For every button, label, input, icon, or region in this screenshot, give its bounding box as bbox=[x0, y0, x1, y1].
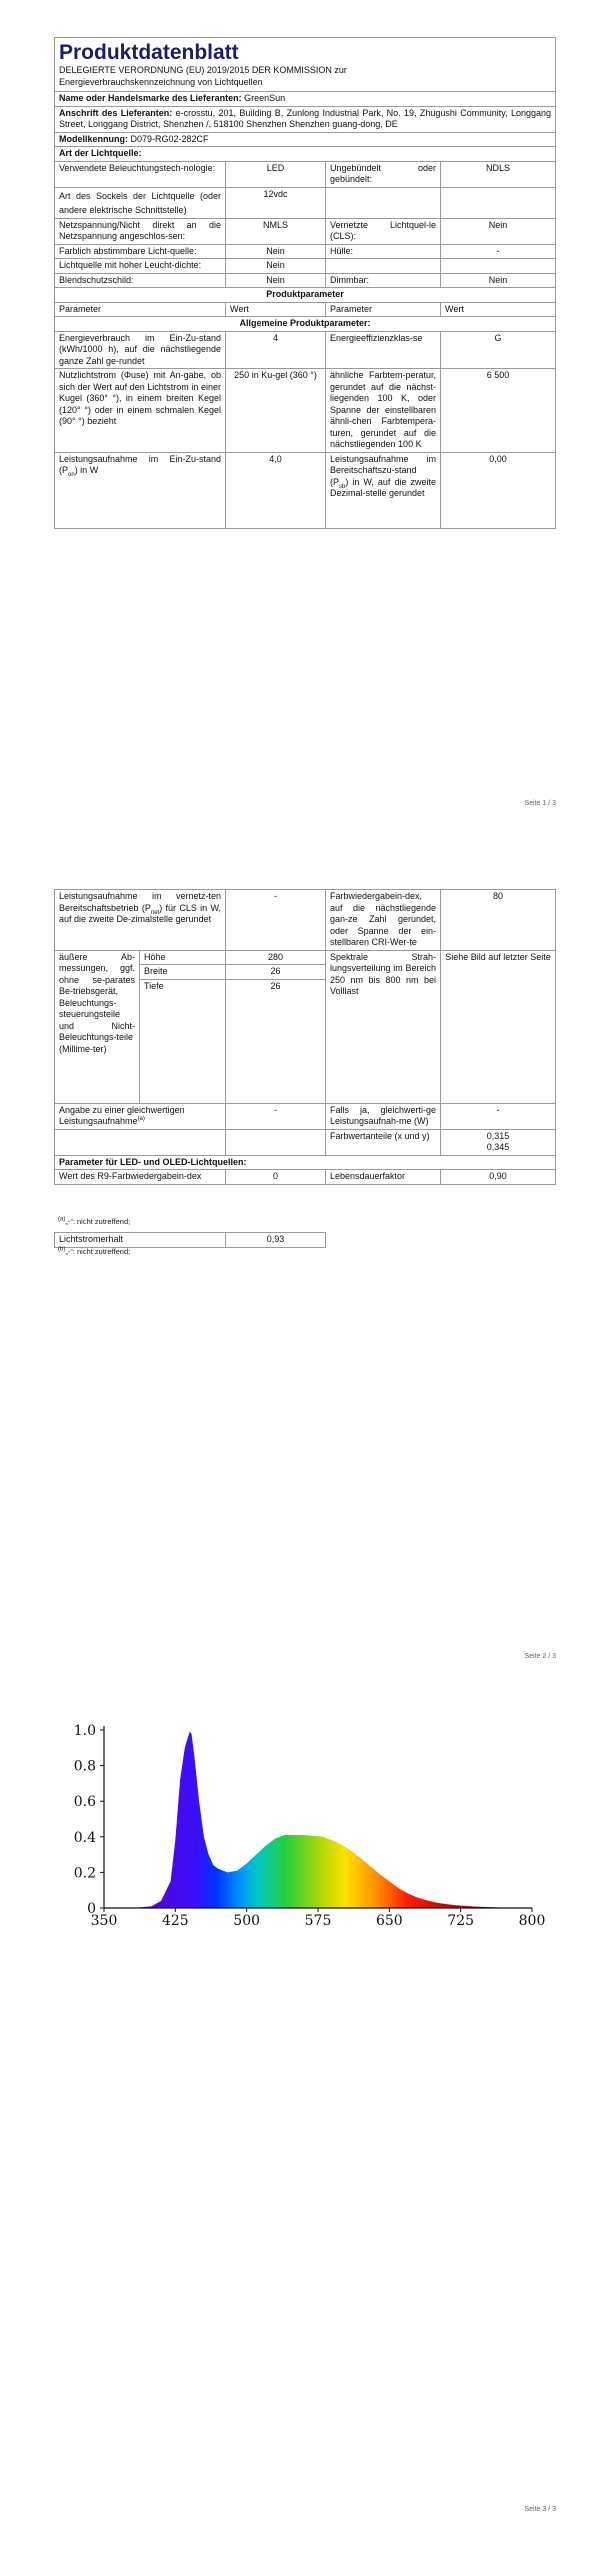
x-tick-label: 725 bbox=[447, 1913, 475, 1929]
empty-cell bbox=[326, 187, 441, 218]
supplier-address-label: Anschrift des Lieferanten: bbox=[59, 107, 173, 118]
dimmable-value: Nein bbox=[441, 273, 556, 288]
on-mode-power-subscript: on bbox=[68, 471, 75, 478]
lumen-maintenance-row bbox=[54, 1232, 325, 1248]
equivalent-watt-value: - bbox=[441, 1103, 556, 1129]
networked-standby-text: Leistungsaufnahme im vernetz-ten Bereitschaftsbetrieb (P bbox=[59, 891, 221, 913]
technology-label: Verwendete Beleuchtungstech-nologie: bbox=[55, 161, 226, 187]
title-block bbox=[55, 38, 556, 92]
cct-value: 6 500 bbox=[441, 369, 556, 453]
equivalent-power-footnote-mark: (a) bbox=[137, 1116, 145, 1122]
y-tick-label: 0.6 bbox=[73, 1794, 96, 1811]
table-row bbox=[55, 218, 556, 244]
envelope-label: Hülle: bbox=[326, 244, 441, 259]
lumen-maintenance-value: 0,93 bbox=[226, 1233, 326, 1248]
spectral-distribution-label: Spektrale Strah-lungsverteilung im Bereich 250 nm bis 800 nm bei Volllast bbox=[326, 950, 441, 1103]
page-number-2: Seite 2 / 3 bbox=[524, 1653, 556, 1660]
regulation-line-1: DELEGIERTE VERORDNUNG (EU) 2019/2015 DER KOMMISSION zur bbox=[59, 65, 347, 75]
table-row bbox=[55, 950, 556, 965]
regulation-line-2: Energieverbrauchskennzeichnung von Lichtquellen bbox=[59, 76, 263, 87]
empty-cell bbox=[55, 1218, 226, 1221]
y-tick-label: 0.8 bbox=[73, 1758, 96, 1775]
useful-flux-value: 250 in Ku-gel (360 °) bbox=[226, 369, 326, 453]
general-parameters-heading: Allgemeine Produktparameter: bbox=[55, 317, 556, 332]
cri-label: Farbwiedergabein-dex, auf die nächstliegende gan-ze Zahl gerundet, oder Spanne der ein-stellbaren CRI-Wer-te bbox=[326, 890, 441, 951]
standby-power-text: Leistungsaufnahme im Bereitschaftszu-stand (P bbox=[330, 453, 436, 487]
table-row bbox=[55, 259, 556, 274]
empty-cell bbox=[326, 259, 441, 274]
product-data-table-page-1 bbox=[54, 37, 556, 529]
cap-type-label: Art des Sockels der Lichtquelle (oder andere elektrische Schnittstelle) bbox=[55, 187, 226, 218]
width-label: Breite bbox=[140, 965, 226, 980]
chromaticity-y: 0,345 bbox=[486, 1142, 510, 1152]
x-tick-label: 425 bbox=[161, 1913, 189, 1929]
anti-glare-value: Nein bbox=[226, 273, 326, 288]
on-mode-power-text: Leistungsaufnahme im Ein-Zu-stand (P bbox=[59, 453, 221, 475]
x-tick-label: 800 bbox=[518, 1913, 546, 1929]
supplier-address-row bbox=[55, 106, 556, 132]
footnote-b-mark: (b) bbox=[58, 1246, 66, 1253]
equivalent-power-text: Angabe zu einer gleichwertigen Leistungsaufnahme bbox=[59, 1104, 185, 1126]
on-mode-power-unit: ) in W bbox=[74, 465, 99, 475]
table-row bbox=[55, 244, 556, 259]
survival-factor-value: 0,90 bbox=[441, 1170, 556, 1185]
tunable-label: Farblich abstimmbare Licht-quelle: bbox=[55, 244, 226, 259]
depth-value: 26 bbox=[226, 979, 326, 1103]
equivalent-power-value: - bbox=[226, 1103, 326, 1129]
chromaticity-x: 0,315 bbox=[486, 1130, 510, 1141]
lumen-maintenance-label: Lichtstromerhalt bbox=[55, 1233, 226, 1248]
high-luminance-value: Nein bbox=[226, 259, 326, 274]
height-label: Höhe bbox=[140, 950, 226, 965]
page-title: Produktdatenblatt bbox=[59, 41, 239, 64]
mains-label: Netzspannung/Nicht direkt an die Netzspannung angeschlos-sen: bbox=[55, 218, 226, 244]
networked-standby-label bbox=[55, 890, 226, 951]
col-header-value: Wert bbox=[441, 302, 556, 317]
networked-standby-subscript: net bbox=[150, 909, 160, 916]
energy-consumption-label: Energieverbrauch im Ein-Zu-stand (kWh/1000 h), auf die nächstliegende ganze Zahl ge-rundet bbox=[55, 331, 226, 369]
dimensions-label: äußere Ab-messungen, ggf. ohne se-parates Be-triebsgerät, Beleuchtungs-steuerungsteile und Nicht-Beleuchtungs-teile (Millime-ter) bbox=[55, 950, 140, 1103]
supplier-address-value: e-crosstu, 201, Building B, Zunlong Industrial Park, No. 19, Zhugushi Community, Longgang Street, Longgang District, Shenzhen /, 518100 Shenzhen Shenzhen guang-dong, DE bbox=[59, 107, 552, 129]
high-luminance-label: Lichtquelle mit hoher Leucht-dichte: bbox=[55, 259, 226, 274]
product-parameters-heading: Produktparameter bbox=[55, 288, 556, 303]
page-2 bbox=[0, 830, 603, 1660]
r9-value: 0 bbox=[226, 1170, 326, 1185]
col-header-parameter: Parameter bbox=[326, 302, 441, 317]
equivalent-watt-label: Falls ja, gleichwerti-ge Leistungsaufnah-me (W) bbox=[326, 1103, 441, 1129]
standby-power-subscript: sb bbox=[339, 483, 346, 490]
chromaticity-label: Farbwertanteile (x und y) bbox=[326, 1129, 441, 1155]
tunable-value: Nein bbox=[226, 244, 326, 259]
model-label: Modellkennung: bbox=[59, 133, 128, 144]
standby-power-value: 0,00 bbox=[441, 452, 556, 528]
product-data-table-page-2 bbox=[54, 889, 556, 1185]
table-row bbox=[55, 187, 556, 218]
on-mode-power-label bbox=[55, 452, 226, 528]
table-row bbox=[55, 452, 556, 528]
standby-power-unit: ) in W, auf die zweite Dezimal-stelle gerundet bbox=[330, 476, 436, 498]
table-row bbox=[55, 890, 556, 951]
x-tick-label: 650 bbox=[375, 1913, 403, 1929]
anti-glare-label: Blendschutzschild: bbox=[55, 273, 226, 288]
networked-standby-value: - bbox=[226, 890, 326, 951]
supplier-name-value: GreenSun bbox=[244, 93, 286, 103]
survival-factor-label: Lebensdauerfaktor bbox=[326, 1170, 441, 1185]
r9-label: Wert des R9-Farbwiedergabein-dex bbox=[55, 1170, 226, 1185]
energy-class-label: Energieeffizienzklas-se bbox=[326, 331, 441, 369]
table-row bbox=[55, 1170, 556, 1185]
y-tick-label: 1.0 bbox=[73, 1723, 96, 1739]
table-row bbox=[55, 273, 556, 288]
cct-label: ähnliche Farbtem-peratur, gerundet auf die nächst-liegenden 100 K, oder Spanne der einstellbaren ähnli-chen Farbtempera-turen, gerundet auf die nächstliegenden 100 K bbox=[326, 369, 441, 453]
empty-cell bbox=[55, 1129, 226, 1155]
x-tick-label: 350 bbox=[90, 1913, 118, 1929]
useful-flux-label: Nutzlichtstrom (Φuse) mit An-gabe, ob sich der Wert auf den Lichtstrom in einer Kugel (360° °), in einem breiten Kegel (120° °) oder in einem schmalen Kegel (90° °) bezieht bbox=[55, 369, 226, 453]
page-1 bbox=[0, 0, 603, 830]
directional-label: Ungebündelt oder gebündelt: bbox=[326, 161, 441, 187]
cap-type-value: 12vdc bbox=[226, 187, 326, 218]
table-row bbox=[55, 1129, 556, 1155]
page-number-3: Seite 3 / 3 bbox=[524, 2506, 556, 2513]
model-value: D079-RG02-282CF bbox=[130, 133, 209, 144]
table-row bbox=[55, 1103, 556, 1129]
model-row bbox=[55, 132, 556, 147]
lumen-maintenance-inner bbox=[54, 1232, 326, 1248]
page-number-1: Seite 1 / 3 bbox=[524, 800, 556, 807]
cls-label: Vernetzte Lichtquel-le (CLS): bbox=[326, 218, 441, 244]
table-row bbox=[55, 369, 556, 453]
equivalent-power-label bbox=[55, 1103, 226, 1129]
plot-area bbox=[74, 1723, 546, 1929]
y-tick-label: 0.4 bbox=[73, 1829, 96, 1846]
spectral-distribution-value: Siehe Bild auf letzter Seite bbox=[441, 950, 556, 1103]
supplier-name-label: Name oder Handelsmarke des Lieferanten: bbox=[59, 93, 242, 103]
energy-class-value: G bbox=[441, 331, 556, 369]
cri-value: 80 bbox=[441, 890, 556, 951]
col-header-parameter: Parameter bbox=[55, 302, 226, 317]
width-value: 26 bbox=[226, 965, 326, 980]
footnote-a-mark: (a) bbox=[58, 1216, 66, 1223]
y-tick-label: 0 bbox=[87, 1901, 96, 1917]
energy-consumption-value: 4 bbox=[226, 331, 326, 369]
table-row bbox=[55, 161, 556, 187]
height-value: 280 bbox=[226, 950, 326, 965]
technology-value: LED bbox=[226, 161, 326, 187]
empty-cell bbox=[441, 187, 556, 218]
depth-label: Tiefe bbox=[140, 979, 226, 1103]
led-parameters-heading: Parameter für LED- und OLED-Lichtquellen: bbox=[55, 1155, 556, 1170]
col-header-value: Wert bbox=[226, 302, 326, 317]
y-tick-label: 0.2 bbox=[73, 1865, 96, 1882]
table-row bbox=[55, 331, 556, 369]
table-header-row bbox=[55, 302, 556, 317]
light-source-type-heading: Art der Lichtquelle: bbox=[55, 147, 556, 162]
cls-value: Nein bbox=[441, 218, 556, 244]
empty-cell bbox=[226, 1218, 326, 1221]
table-row bbox=[55, 1218, 326, 1221]
footnote-b bbox=[58, 1247, 130, 1257]
networked-standby-unit: ) für CLS in W, auf die zweite De-zimalstelle gerundet bbox=[59, 902, 222, 924]
x-tick-label: 575 bbox=[304, 1913, 332, 1929]
dimmable-label: Dimmbar: bbox=[326, 273, 441, 288]
spectrum-area bbox=[133, 1732, 514, 1908]
directional-value: NDLS bbox=[441, 161, 556, 187]
chromaticity-value bbox=[441, 1129, 556, 1155]
empty-cell bbox=[441, 259, 556, 274]
lumen-maintenance-table bbox=[54, 1217, 326, 1221]
mains-value: NMLS bbox=[226, 218, 326, 244]
footnote-b-text: „-“: nicht zutreffend; bbox=[65, 1247, 131, 1256]
footnote-a-text: „-“: nicht zutreffend; bbox=[65, 1217, 131, 1226]
empty-cell bbox=[226, 1129, 326, 1155]
supplier-name-row bbox=[55, 92, 556, 107]
spectral-power-chart bbox=[60, 1718, 560, 1938]
x-tick-label: 500 bbox=[233, 1913, 261, 1929]
standby-power-label bbox=[326, 452, 441, 528]
envelope-value: - bbox=[441, 244, 556, 259]
on-mode-power-value: 4,0 bbox=[226, 452, 326, 528]
